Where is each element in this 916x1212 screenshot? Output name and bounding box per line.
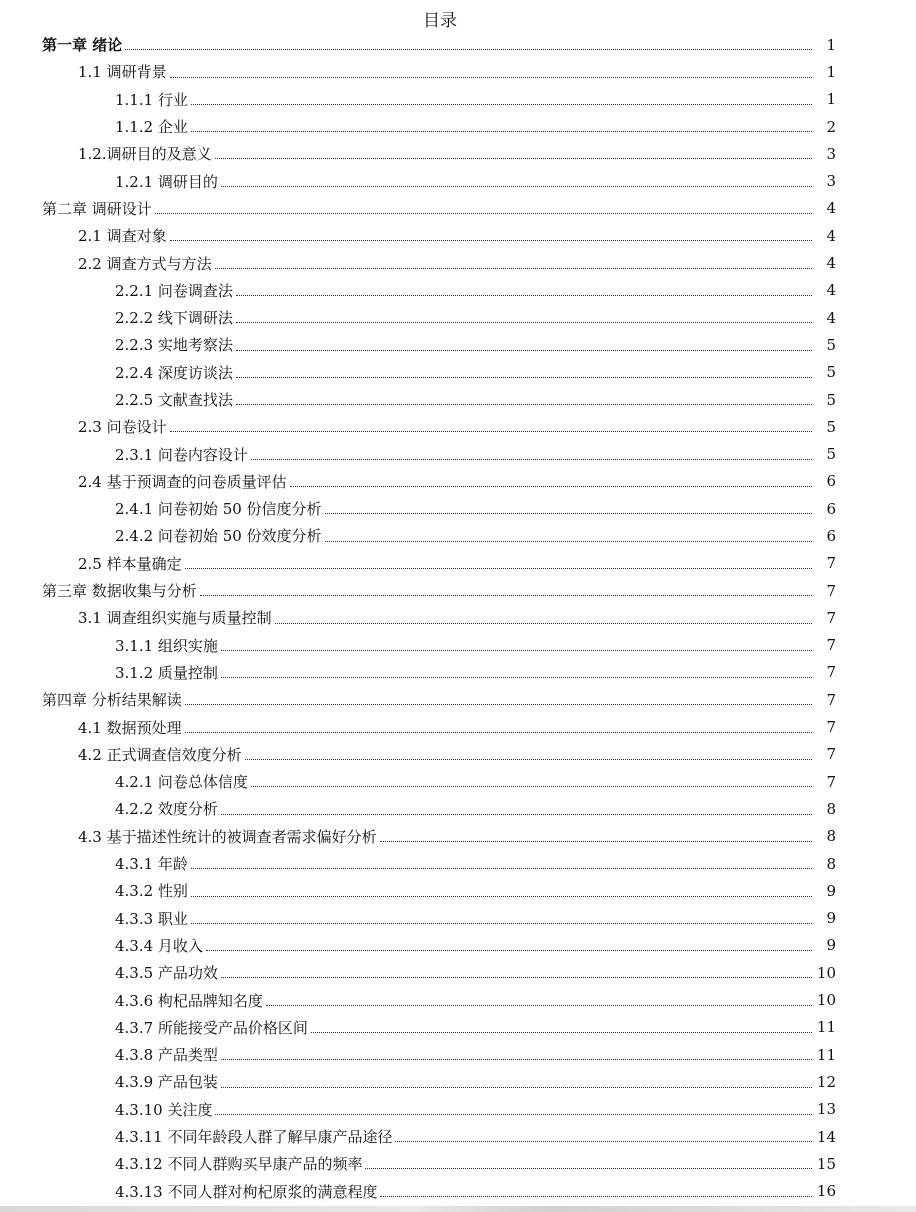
toc-leader-dots bbox=[206, 949, 812, 951]
toc-entry[interactable] bbox=[0, 1014, 916, 1041]
toc-entry-text: 3.1.1 组织实施 bbox=[115, 636, 218, 655]
toc-entry[interactable] bbox=[0, 140, 916, 167]
toc-entry[interactable] bbox=[0, 1177, 916, 1204]
toc-entry[interactable] bbox=[0, 905, 916, 932]
toc-leader-dots bbox=[251, 785, 812, 787]
toc-leader-dots bbox=[191, 922, 812, 924]
toc-entry[interactable] bbox=[0, 522, 916, 549]
toc-page-number: 7 bbox=[826, 636, 836, 655]
toc-entry[interactable] bbox=[0, 113, 916, 140]
toc-page-number: 9 bbox=[826, 881, 836, 900]
toc-page-number: 8 bbox=[826, 799, 836, 818]
toc-page-number: 6 bbox=[826, 472, 836, 491]
toc-page-number: 15 bbox=[816, 1154, 836, 1173]
bottom-scrollbar[interactable] bbox=[0, 1206, 916, 1212]
toc-leader-dots bbox=[170, 239, 812, 241]
toc-entry-text: 2.3 问卷设计 bbox=[78, 418, 167, 437]
toc-entry[interactable] bbox=[0, 577, 916, 604]
toc-leader-dots bbox=[275, 622, 812, 624]
toc-leader-dots bbox=[221, 976, 812, 978]
toc-entry-text: 2.2.2 线下调研法 bbox=[115, 309, 233, 328]
toc-entry[interactable] bbox=[0, 550, 916, 577]
toc-entry[interactable] bbox=[0, 468, 916, 495]
toc-entry-text: 4.3.12 不同人群购买早康产品的频率 bbox=[115, 1155, 363, 1174]
toc-leader-dots bbox=[380, 1195, 812, 1197]
toc-entry-text: 第二章 调研设计 bbox=[42, 199, 152, 218]
toc-page-number: 7 bbox=[826, 690, 836, 709]
toc-leader-dots bbox=[221, 1086, 812, 1088]
toc-leader-dots bbox=[215, 157, 812, 159]
toc-leader-dots bbox=[125, 48, 812, 50]
toc-entry[interactable] bbox=[0, 795, 916, 822]
toc-entry[interactable] bbox=[0, 413, 916, 440]
toc-leader-dots bbox=[185, 731, 812, 733]
toc-entry[interactable] bbox=[0, 713, 916, 740]
toc-entry[interactable] bbox=[0, 986, 916, 1013]
toc-leader-dots bbox=[221, 676, 812, 678]
toc-leader-dots bbox=[221, 185, 812, 187]
toc-entry-text: 2.1 调查对象 bbox=[78, 227, 167, 246]
toc-entry-text: 2.2.3 实地考察法 bbox=[115, 336, 233, 355]
toc-entry-text: 4.3.1 年龄 bbox=[115, 855, 188, 874]
toc-entry[interactable] bbox=[0, 1150, 916, 1177]
toc-entry-text: 4.3.5 产品功效 bbox=[115, 964, 218, 983]
toc-leader-dots bbox=[215, 1113, 812, 1115]
toc-entry-text: 4.3.7 所能接受产品价格区间 bbox=[115, 1018, 308, 1037]
toc-entry-text: 2.2.5 文献查找法 bbox=[115, 391, 233, 409]
toc-entry[interactable] bbox=[0, 440, 916, 467]
toc-page-number: 16 bbox=[816, 1182, 836, 1201]
toc-page-number: 4 bbox=[826, 254, 836, 273]
toc-entry-text: 4.3.11 不同年龄段人群了解早康产品途径 bbox=[115, 1128, 393, 1147]
toc-entry-text: 1.1 调研背景 bbox=[78, 63, 167, 82]
toc-page-number: 7 bbox=[826, 554, 836, 573]
toc-leader-dots bbox=[266, 1004, 812, 1006]
toc-leader-dots bbox=[191, 103, 812, 105]
toc-leader-dots bbox=[325, 540, 812, 542]
toc-entry[interactable] bbox=[0, 659, 916, 686]
toc-entry-text: 2.2.4 深度访谈法 bbox=[115, 363, 233, 382]
toc-page-number: 13 bbox=[816, 1100, 836, 1119]
toc-entry[interactable] bbox=[0, 359, 916, 386]
toc-page-number: 7 bbox=[826, 718, 836, 737]
toc-entry-text: 1.2.调研目的及意义 bbox=[78, 145, 212, 164]
toc-page-number: 5 bbox=[826, 417, 836, 436]
toc-page-number: 5 bbox=[826, 335, 836, 354]
toc-entry-text: 2.2.1 问卷调查法 bbox=[115, 281, 233, 300]
toc-leader-dots bbox=[191, 867, 812, 869]
toc-entry[interactable] bbox=[0, 932, 916, 959]
toc-entry[interactable] bbox=[0, 195, 916, 222]
toc-page-number: 4 bbox=[826, 281, 836, 300]
toc-entry-text: 4.3.4 月收入 bbox=[115, 936, 203, 955]
toc-leader-dots bbox=[236, 349, 812, 351]
toc-leader-dots bbox=[221, 1058, 812, 1060]
toc-page-number: 5 bbox=[826, 363, 836, 382]
toc-entry[interactable] bbox=[0, 331, 916, 358]
toc-entry[interactable] bbox=[0, 768, 916, 795]
toc-entry[interactable] bbox=[0, 249, 916, 276]
toc-entry-text: 4.3.6 枸杞品牌知名度 bbox=[115, 991, 263, 1010]
toc-entry[interactable] bbox=[0, 604, 916, 631]
toc-entry-text: 4.2 正式调查信效度分析 bbox=[78, 745, 242, 764]
toc-page-number: 9 bbox=[826, 936, 836, 955]
toc-leader-dots bbox=[191, 895, 812, 897]
toc-page-number: 1 bbox=[826, 90, 836, 109]
toc-entry[interactable] bbox=[0, 632, 916, 659]
toc-page-number: 7 bbox=[826, 772, 836, 791]
toc-entry-text: 4.3.2 性别 bbox=[115, 882, 188, 901]
toc-leader-dots bbox=[251, 458, 812, 460]
toc-entry-text: 2.3.1 问卷内容设计 bbox=[115, 445, 248, 464]
toc-leader-dots bbox=[215, 267, 812, 269]
toc-page-number: 7 bbox=[826, 608, 836, 627]
toc-entry-text: 3.1.2 质量控制 bbox=[115, 663, 218, 682]
toc-entry-text: 1.2.1 调研目的 bbox=[115, 172, 218, 191]
toc-entry-text: 4.2.1 问卷总体信度 bbox=[115, 773, 248, 792]
toc-page-number: 11 bbox=[816, 1018, 836, 1037]
toc-entry-text: 4.1 数据预处理 bbox=[78, 718, 182, 737]
toc-entry[interactable] bbox=[0, 386, 916, 413]
toc-page-number: 10 bbox=[816, 963, 836, 982]
toc-entry[interactable] bbox=[0, 1096, 916, 1123]
toc-page-number: 6 bbox=[826, 499, 836, 518]
toc-page-number: 7 bbox=[826, 663, 836, 682]
toc-entry[interactable] bbox=[0, 1041, 916, 1068]
toc-page-number: 5 bbox=[826, 390, 836, 409]
toc-entry-text: 第三章 数据收集与分析 bbox=[42, 582, 197, 601]
toc-entry[interactable] bbox=[0, 167, 916, 194]
toc-leader-dots bbox=[170, 76, 812, 78]
toc-leader-dots bbox=[395, 1140, 812, 1142]
toc-entry[interactable] bbox=[0, 31, 916, 58]
toc-leader-dots bbox=[185, 567, 812, 569]
toc-page-number: 5 bbox=[826, 445, 836, 464]
toc-entry[interactable] bbox=[0, 850, 916, 877]
toc-page-number: 9 bbox=[826, 909, 836, 928]
toc-page-number: 7 bbox=[826, 745, 836, 764]
toc-leader-dots bbox=[185, 703, 812, 705]
toc-entry-text: 2.4.1 问卷初始 50 份信度分析 bbox=[115, 500, 322, 519]
toc-page-number: 4 bbox=[826, 199, 836, 218]
toc-entry-text: 1.1.1 行业 bbox=[115, 90, 188, 109]
toc-page-number: 14 bbox=[816, 1127, 836, 1146]
toc-page-number: 12 bbox=[816, 1072, 836, 1091]
toc-leader-dots bbox=[245, 758, 812, 760]
toc-leader-dots bbox=[155, 212, 812, 214]
toc-leader-dots bbox=[221, 649, 812, 651]
toc-leader-dots bbox=[236, 321, 812, 323]
toc-leader-dots bbox=[365, 1167, 812, 1169]
toc-leader-dots bbox=[311, 1031, 812, 1033]
toc-page-number: 7 bbox=[826, 581, 836, 600]
toc-entry-text: 3.1 调查组织实施与质量控制 bbox=[78, 609, 272, 628]
toc-entry[interactable] bbox=[0, 959, 916, 986]
toc-entry-text: 2.4 基于预调查的问卷质量评估 bbox=[78, 472, 287, 491]
toc-entry-text: 4.3.3 职业 bbox=[115, 909, 188, 928]
toc-page-number: 3 bbox=[826, 144, 836, 163]
toc-leader-dots bbox=[236, 294, 812, 296]
toc-page-number: 4 bbox=[826, 308, 836, 327]
toc-entry-text: 2.5 样本量确定 bbox=[78, 554, 182, 573]
toc-entry[interactable] bbox=[0, 222, 916, 249]
toc-entry[interactable] bbox=[0, 877, 916, 904]
toc-entry[interactable] bbox=[0, 304, 916, 331]
toc-leader-dots bbox=[236, 403, 812, 405]
toc-page-number: 3 bbox=[826, 172, 836, 191]
toc-entry-text: 4.3.8 产品类型 bbox=[115, 1046, 218, 1065]
toc-entry-text: 4.3.10 关注度 bbox=[115, 1100, 213, 1119]
toc-entry-text: 4.3.13 不同人群对枸杞原浆的满意程度 bbox=[115, 1182, 378, 1201]
toc-page-number: 4 bbox=[826, 226, 836, 245]
toc-leader-dots bbox=[221, 813, 812, 815]
toc-leader-dots bbox=[236, 376, 812, 378]
toc-leader-dots bbox=[170, 430, 812, 432]
table-of-contents bbox=[0, 31, 916, 1205]
toc-page-number: 8 bbox=[826, 854, 836, 873]
toc-page-number: 1 bbox=[826, 62, 836, 81]
toc-leader-dots bbox=[191, 130, 812, 132]
toc-entry-text: 1.1.2 企业 bbox=[115, 118, 188, 137]
toc-entry-text: 第四章 分析结果解读 bbox=[42, 691, 182, 710]
toc-entry[interactable] bbox=[0, 1123, 916, 1150]
toc-entry-text: 第一章 绪论 bbox=[42, 36, 123, 55]
toc-entry-text: 4.3 基于描述性统计的被调查者需求偏好分析 bbox=[78, 827, 377, 846]
toc-entry[interactable] bbox=[0, 686, 916, 713]
toc-page-number: 10 bbox=[816, 991, 836, 1010]
toc-entry-text: 2.2 调查方式与方法 bbox=[78, 254, 212, 273]
toc-entry[interactable] bbox=[0, 495, 916, 522]
toc-entry[interactable] bbox=[0, 741, 916, 768]
toc-entry[interactable] bbox=[0, 823, 916, 850]
toc-page-number: 2 bbox=[826, 117, 836, 136]
toc-leader-dots bbox=[325, 512, 812, 514]
toc-entry[interactable] bbox=[0, 58, 916, 85]
toc-page-number: 1 bbox=[826, 35, 836, 54]
toc-page-number: 11 bbox=[816, 1045, 836, 1064]
toc-entry[interactable] bbox=[0, 1068, 916, 1095]
toc-entry-text: 4.2.2 效度分析 bbox=[115, 800, 218, 819]
toc-page-number: 6 bbox=[826, 526, 836, 545]
toc-leader-dots bbox=[200, 594, 812, 596]
toc-leader-dots bbox=[290, 485, 812, 487]
toc-leader-dots bbox=[380, 840, 812, 842]
toc-entry[interactable] bbox=[0, 86, 916, 113]
toc-page-number: 8 bbox=[826, 827, 836, 846]
toc-entry-text: 4.3.9 产品包装 bbox=[115, 1073, 218, 1092]
toc-title: 目录 bbox=[423, 11, 457, 31]
toc-entry[interactable] bbox=[0, 277, 916, 304]
toc-entry-text: 2.4.2 问卷初始 50 份效度分析 bbox=[115, 527, 322, 546]
